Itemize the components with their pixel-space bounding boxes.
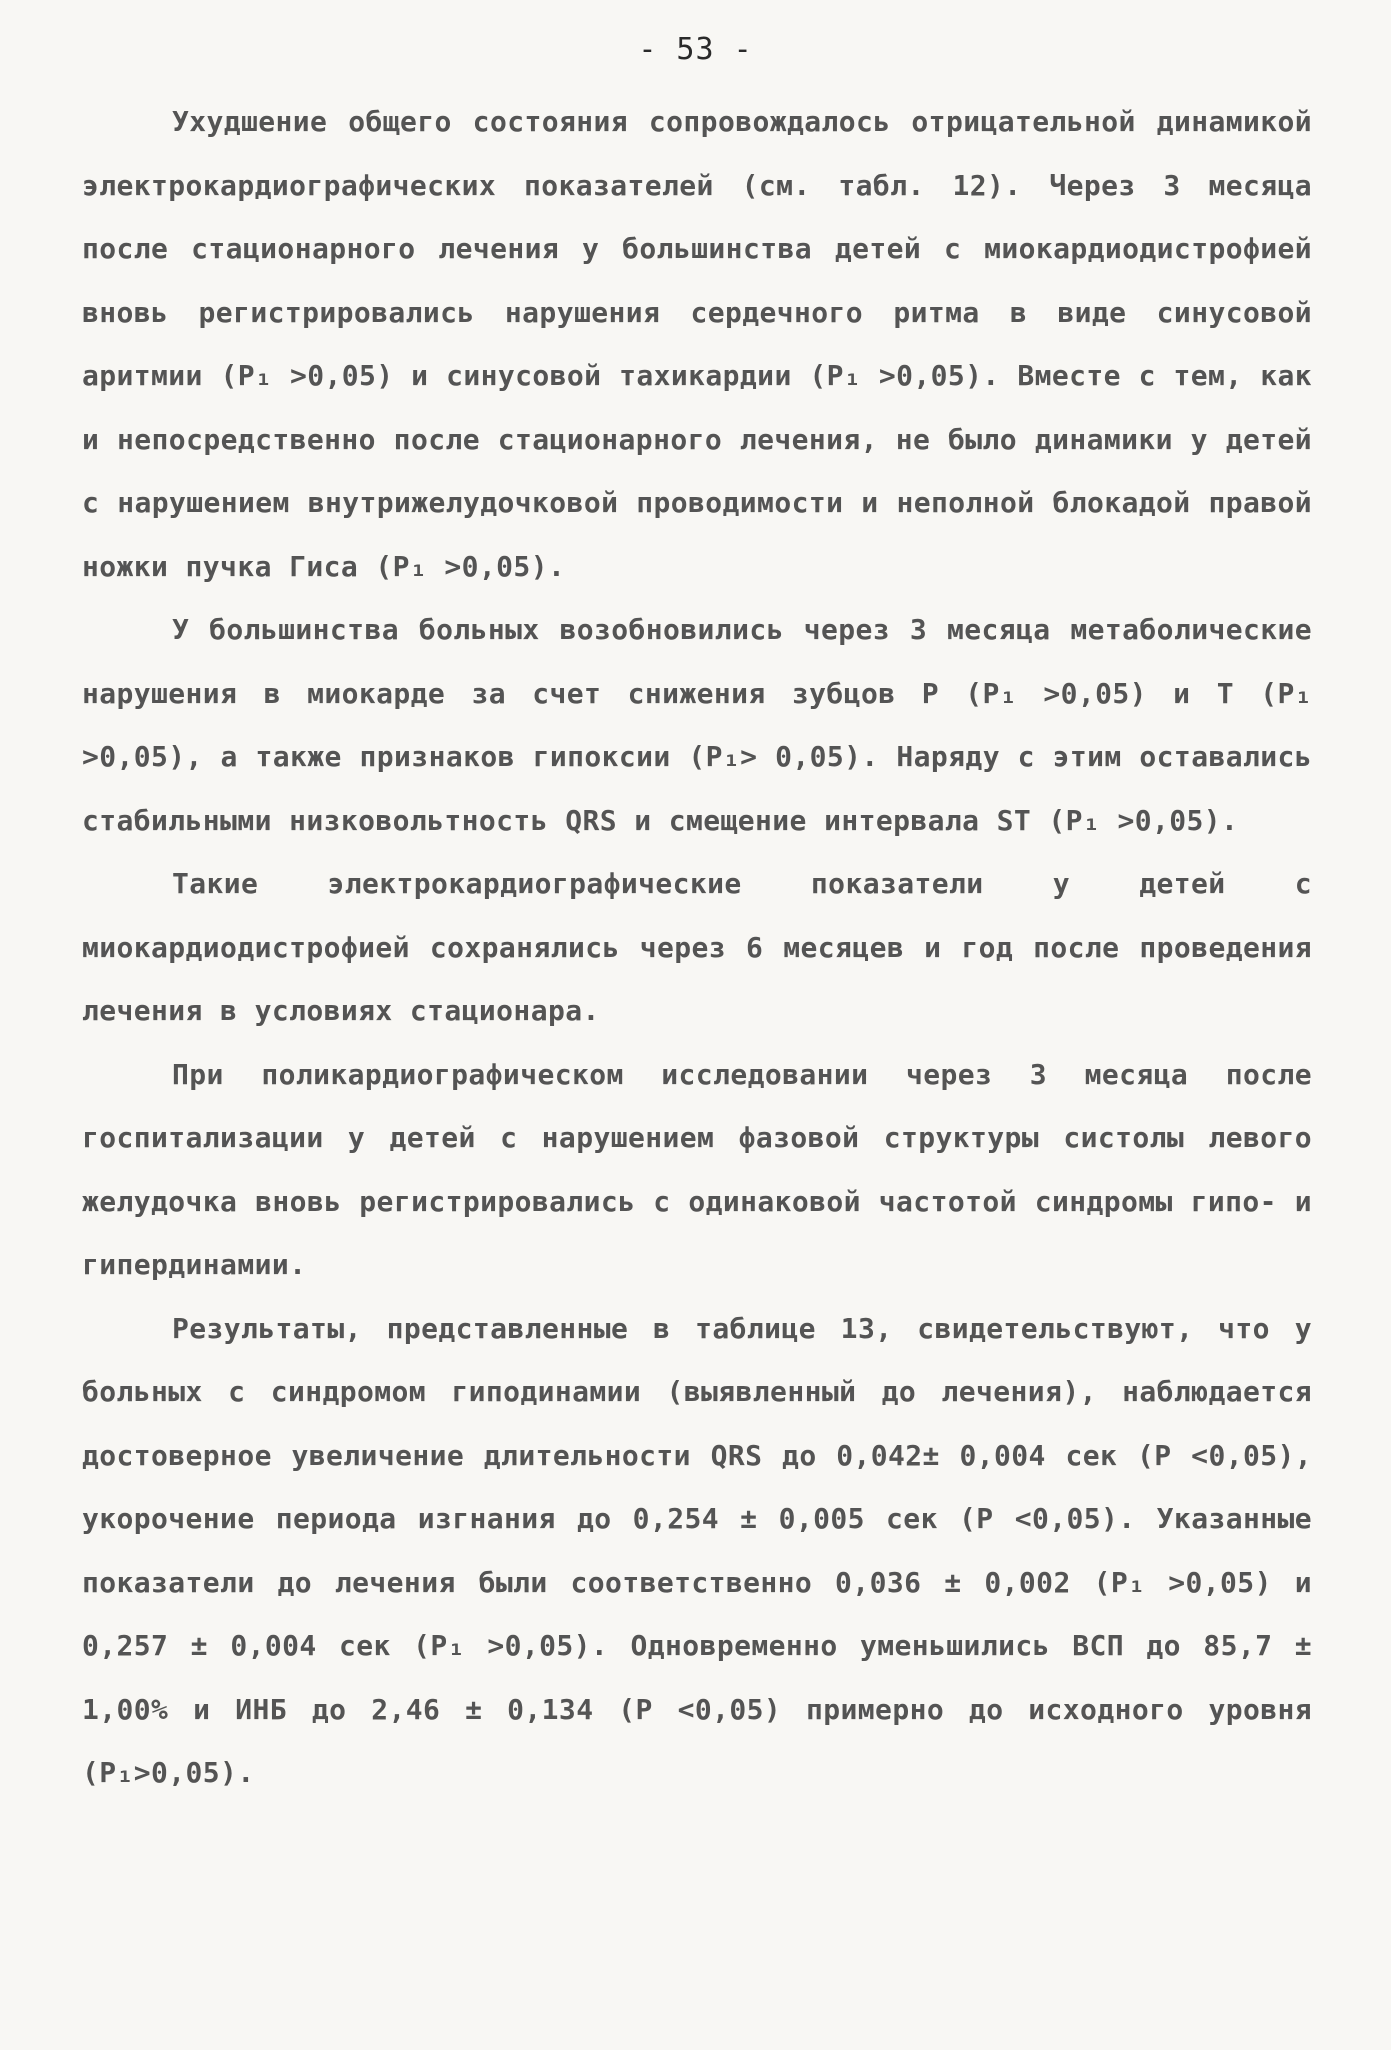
paragraph-4: При поликардиографическом исследовании через 3 месяца после госпитализации у детей с нарушением фазовой структуры систолы левого желудочка вновь регистрировались с одинаковой частотой синдромы гипо- и гипердинамии.: [82, 1057, 1312, 1281]
paragraph-5: Результаты, представленные в таблице 13, свидетельствуют, что у больных с синдромом гиподинамии (выявленный до лечения), наблюдается достоверное увеличение длительности QRS до 0,042± 0,004 сек (P <0,05), укорочение периода изгнания до 0,254 ± 0,005 сек (P <0,05). Указанные показатели до лечения были соответственно 0,036 ± 0,002 (P₁ >0,05) и 0,257 ± 0,004 сек (P₁ >0,05). Одновременно уменьшились ВСП до 85,7 ± 1,00% и ИНБ до 2,46 ± 0,134 (P <0,05) примерно до исходного уровня (P₁>0,05).: [82, 1311, 1312, 1789]
paragraph-1: Ухудшение общего состояния сопровождалось отрицательной динамикой электрокардиографических показателей (см. табл. 12). Через 3 месяца после стационарного лечения у большинства детей с миокардиодистрофией вновь регистрировались нарушения сердечного ритма в виде синусовой аритмии (P₁ >0,05) и синусовой тахикардии (P₁ >0,05). Вместе с тем, как и непосредственно после стационарного лечения, не было динамики у детей с нарушением внутрижелудочковой проводимости и неполной блокадой правой ножки пучка Гиса (P₁ >0,05).: [82, 105, 1312, 583]
paragraph-2: У большинства больных возобновились через 3 месяца метаболические нарушения в миокарде за счет снижения зубцов P (P₁ >0,05) и T (P₁ >0,05), а также признаков гипоксии (P₁> 0,05). Наряду с этим оставались стабильными низковольтность QRS и смещение интервала ST (P₁ >0,05).: [82, 613, 1312, 837]
paragraph-3: Такие электрокардиографические показатели у детей с миокардиодистрофией сохранялись через 6 месяцев и год после проведения лечения в условиях стационара.: [82, 867, 1312, 1027]
page-number: - 53 -: [638, 32, 753, 67]
document-body: [82, 90, 1312, 1805]
